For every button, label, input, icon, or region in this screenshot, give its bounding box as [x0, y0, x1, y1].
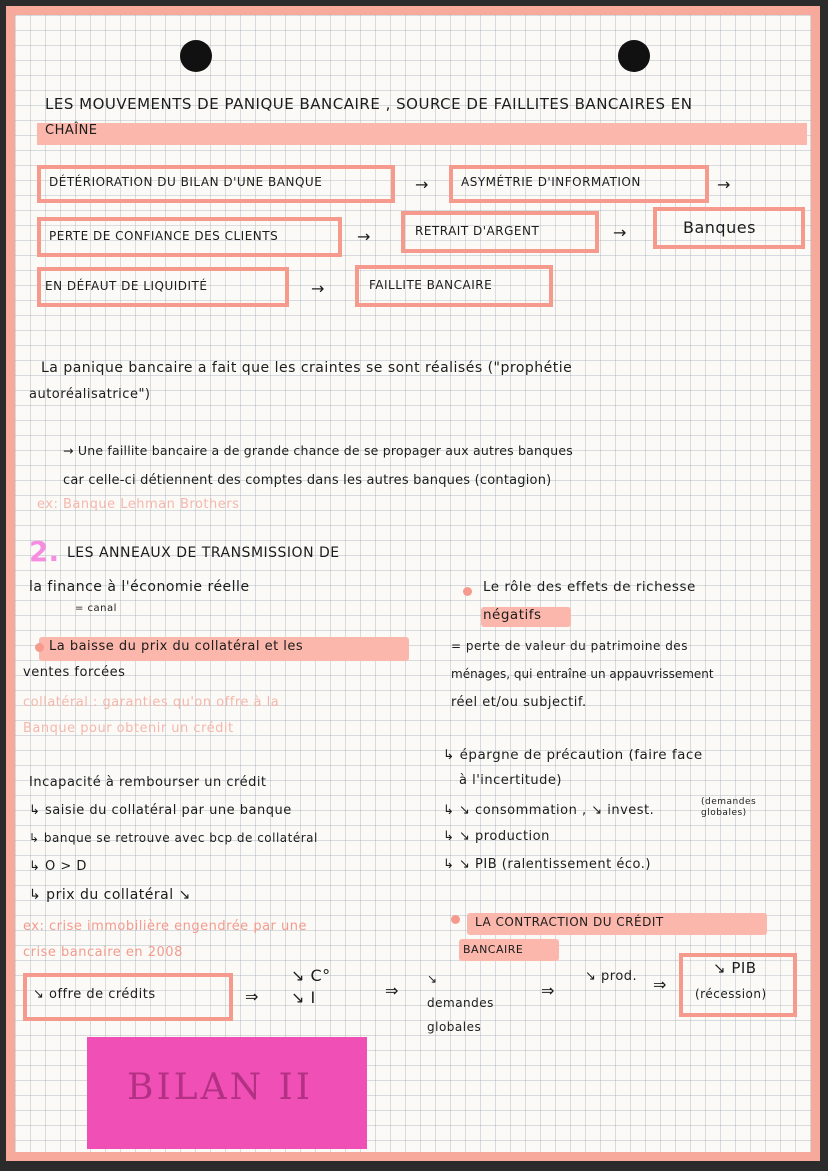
panique-line2: autoréalisatrice")	[29, 387, 151, 402]
chain-box-perte-confiance-label: PERTE DE CONFIANCE DES CLIENTS	[49, 229, 279, 243]
left-item-4: ↳ O > D	[29, 859, 87, 874]
binder-hole-left	[180, 40, 212, 72]
bilan-sticky-note	[87, 1037, 367, 1149]
contagion-line1: → Une faillite bancaire a de grande chance de se propager aux autres banques	[63, 443, 573, 458]
contagion-line2: car celle-ci détiennent des comptes dans les autres banques (contagion)	[63, 473, 552, 488]
left-example-line1: ex: crise immobilière engendrée par une	[23, 919, 307, 934]
bilan-label: BILAN II	[127, 1067, 313, 1108]
chain-box-deterioration-label: DÉTÉRIORATION DU BILAN D'UNE BANQUE	[49, 175, 323, 189]
contagion-example: ex: Banque Lehman Brothers	[37, 497, 240, 512]
recession-label: (récession)	[695, 987, 767, 1001]
left-item-3: ↳ banque se retrouve avec bcp de collatéral	[29, 831, 318, 845]
demandes-globales: ↘ demandes globales	[427, 972, 494, 1034]
right-bullet-1	[463, 587, 472, 596]
left-faint-line2: Banque pour obtenir un crédit	[23, 721, 234, 736]
chain-box-banques-label: Banques	[683, 218, 756, 237]
notebook-page	[6, 6, 820, 1161]
right-item-note: (demandes globales)	[701, 797, 757, 818]
consommation-investissement: ↘ C° ↘ I	[291, 966, 331, 1007]
left-item-2: ↳ saisie du collatéral par une banque	[29, 803, 292, 818]
pib-label: ↘ PIB	[713, 959, 757, 977]
section-title-line2: la finance à l'économie réelle	[29, 579, 250, 595]
bottom-arrow-1: ⇒	[245, 987, 259, 1006]
right-item-3: ↳ ↘ consommation , ↘ invest.	[443, 803, 655, 818]
left-heading-line2: ventes forcées	[23, 665, 126, 680]
right-item-2: à l'incertitude)	[459, 773, 562, 788]
left-faint-line1: collatéral : garanties qu'on offre à la	[23, 695, 280, 710]
right-item-4: ↳ ↘ production	[443, 829, 550, 844]
right-item-5: ↳ ↘ PIB (ralentissement éco.)	[443, 857, 651, 872]
bottom-arrow-4: ⇒	[653, 975, 667, 994]
panique-line1: La panique bancaire a fait que les craintes se sont réalisés ("prophétie	[41, 360, 573, 376]
section-subnote: = canal	[75, 603, 117, 614]
title-line2: CHAÎNE	[45, 123, 98, 138]
chain-arrow-5: →	[311, 279, 325, 298]
chain-arrow-2: →	[717, 175, 731, 194]
right-def-line2: ménages, qui entraîne un appauvrissement	[451, 667, 714, 681]
chain-box-retrait-label: RETRAIT D'ARGENT	[415, 224, 540, 238]
section-number: 2.	[29, 535, 60, 568]
left-bullet	[35, 643, 44, 652]
right-bullet-2	[451, 915, 460, 924]
title-highlight	[37, 123, 807, 145]
left-item-5: ↳ prix du collatéral ↘	[29, 887, 191, 903]
right-def-line1: = perte de valeur du patrimoine des	[451, 639, 688, 653]
bottom-arrow-2: ⇒	[385, 981, 399, 1000]
title-line1: LES MOUVEMENTS DE PANIQUE BANCAIRE , SOURCE DE FAILLITES BANCAIRES EN	[45, 95, 693, 113]
left-example-line2: crise bancaire en 2008	[23, 945, 183, 960]
right-item-1: ↳ épargne de précaution (faire face	[443, 747, 703, 763]
right-def-line3: réel et/ou subjectif.	[451, 695, 587, 710]
bottom-arrow-3: ⇒	[541, 981, 555, 1000]
production-label: ↘ prod.	[585, 969, 638, 984]
binder-hole-right	[618, 40, 650, 72]
right-heading3: LA CONTRACTION DU CRÉDIT	[475, 915, 664, 929]
chain-arrow-1: →	[415, 175, 429, 194]
chain-box-faillite-label: FAILLITE BANCAIRE	[369, 278, 493, 292]
left-item-1: Incapacité à rembourser un crédit	[29, 775, 267, 790]
right-heading-line1: Le rôle des effets de richesse	[483, 579, 696, 595]
chain-box-defaut-liquidite-label: EN DÉFAUT DE LIQUIDITÉ	[45, 279, 208, 293]
section-title-line1: LES ANNEAUX DE TRANSMISSION DE	[67, 545, 340, 561]
right-heading-line2: négatifs	[483, 607, 542, 623]
chain-arrow-3: →	[357, 227, 371, 246]
left-heading-line1: La baisse du prix du collatéral et les	[49, 639, 304, 654]
chain-box-asymetrie-label: ASYMÉTRIE D'INFORMATION	[461, 175, 641, 189]
right-heading4: BANCAIRE	[463, 943, 524, 956]
chain-arrow-4: →	[613, 223, 627, 242]
offre-credits-label: ↘ offre de crédits	[33, 987, 156, 1002]
